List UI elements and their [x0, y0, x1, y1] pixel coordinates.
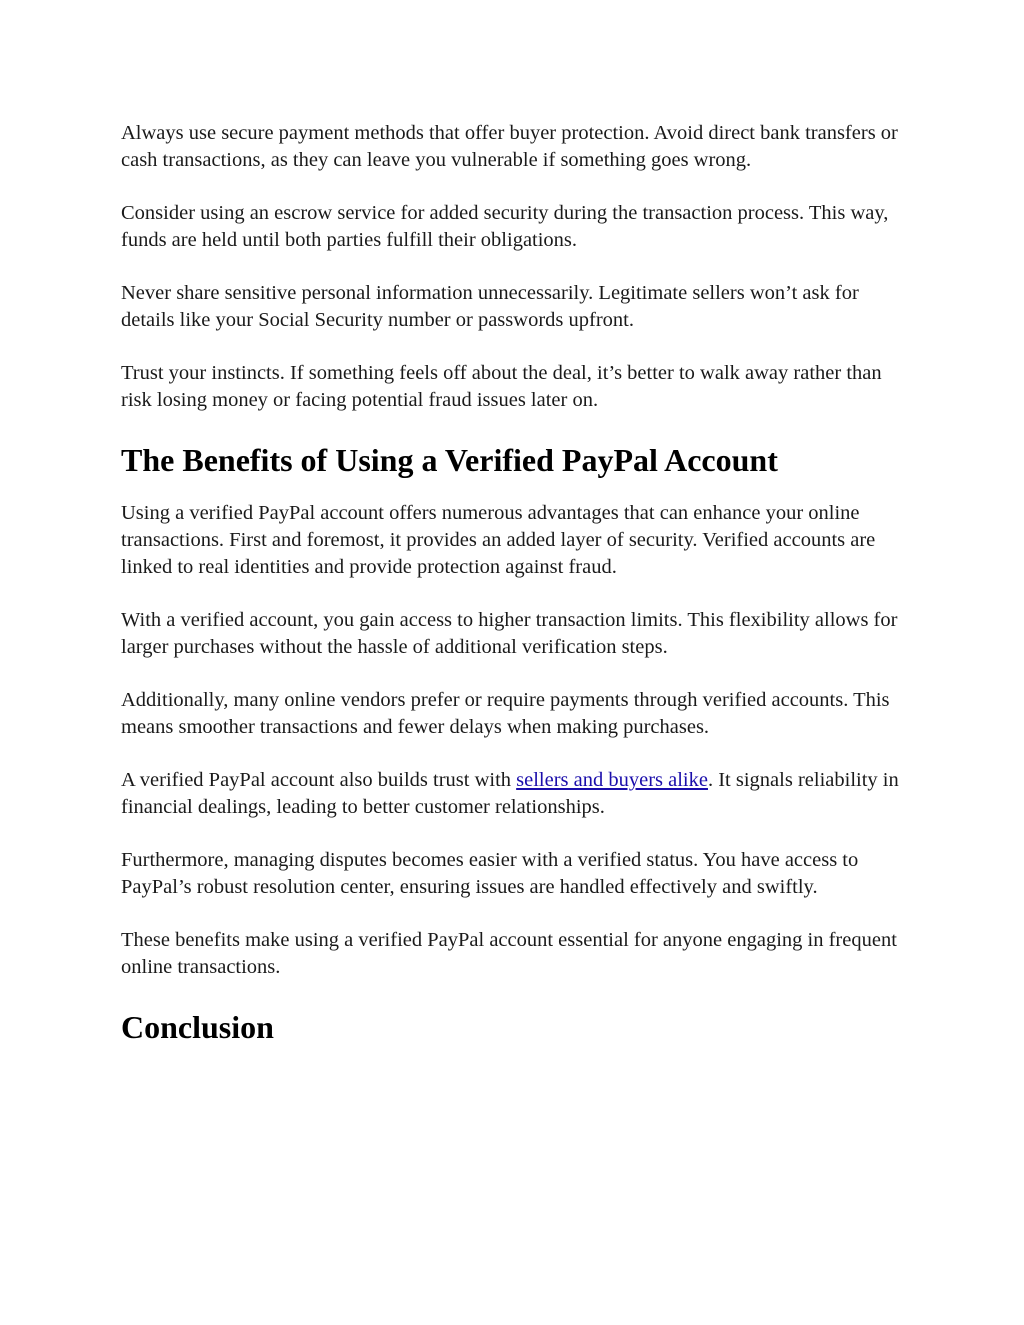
paragraph-benefits-security: Using a verified PayPal account offers numerous advantages that can enhance your online transactions. First and foremost, it provides an added layer of security. Verified accounts are linked to real identities and provide protection against fraud. [121, 502, 876, 578]
paragraph-benefits-summary: These benefits make using a verified PayPal account essential for anyone engaging in frequent online transactions. [121, 929, 897, 978]
paragraph-escrow: Consider using an escrow service for added security during the transaction process. This way, funds are held until both parties fulfill their obligations. [121, 202, 889, 251]
document-page [121, 120, 911, 1067]
trust-text-before: A verified PayPal account also builds trust with [121, 769, 517, 791]
heading-conclusion: Conclusion [121, 1009, 274, 1045]
paragraph-instincts: Trust your instincts. If something feels off about the deal, it’s better to walk away rather than risk losing money or facing potential fraud issues later on. [121, 362, 882, 411]
paragraph-benefits-limits: With a verified account, you gain access to higher transaction limits. This flexibility allows for larger purchases without the hassle of additional verification steps. [121, 609, 898, 658]
paragraph-benefits-trust [121, 767, 911, 821]
paragraph-benefits-disputes: Furthermore, managing disputes becomes easier with a verified status. You have access to PayPal’s robust resolution center, ensuring issues are handled effectively and swiftly. [121, 849, 859, 898]
paragraph-secure-payments: Always use secure payment methods that offer buyer protection. Avoid direct bank transfers or cash transactions, as they can leave you vulnerable if something goes wrong. [121, 122, 898, 171]
heading-benefits: The Benefits of Using a Verified PayPal Account [121, 442, 778, 478]
paragraph-benefits-vendors: Additionally, many online vendors prefer or require payments through verified accounts. This means smoother transactions and fewer delays when making purchases. [121, 689, 890, 738]
sellers-buyers-link[interactable]: sellers and buyers alike [516, 769, 708, 791]
paragraph-personal-info: Never share sensitive personal information unnecessarily. Legitimate sellers won’t ask for details like your Social Security number or passwords upfront. [121, 282, 859, 331]
trust-text-after: . It signals reliability in financial dealings, leading to better customer relationships. [121, 769, 899, 818]
